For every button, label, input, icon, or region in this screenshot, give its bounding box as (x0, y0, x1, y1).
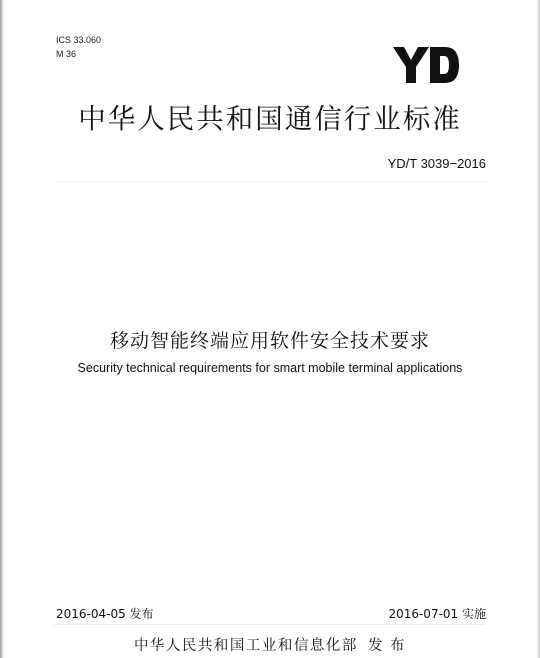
document-title-chinese: 移动智能终端应用软件安全技术要求 (109, 330, 430, 352)
ics-code: ICS 33.060 (56, 35, 102, 45)
publisher-name: 中华人民共和国工业和信息化部 (133, 638, 358, 654)
publish-label: 发 布 (367, 638, 407, 654)
issue-date: 2016-04-05 发布 (56, 607, 154, 621)
publisher-line (0, 634, 540, 655)
yd-logo (393, 46, 459, 84)
header-divider (54, 181, 486, 182)
document-title-english: Security technical requirements for smart mobile terminal applications (77, 361, 463, 375)
implementation-date: 2016-07-01 实施 (388, 607, 486, 621)
footer-divider (54, 624, 486, 625)
issuing-body-title: 中华人民共和国通信行业标准 (78, 103, 462, 135)
ccs-code: M 36 (56, 49, 77, 59)
standard-number: YD/T 3039−2016 (387, 156, 486, 171)
